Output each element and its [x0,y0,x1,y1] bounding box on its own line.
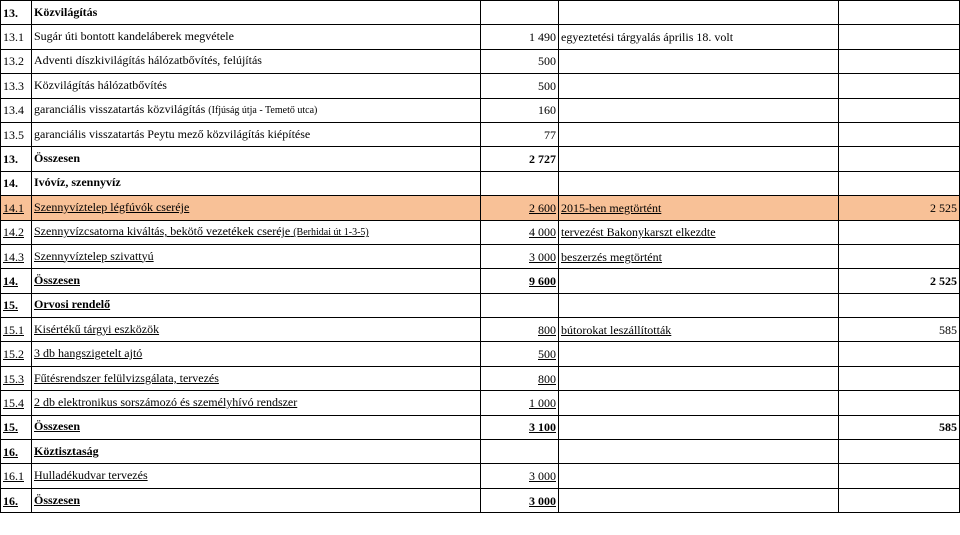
row-amount-spent [839,171,960,195]
row-amount-spent: 2 525 [839,196,960,220]
row-number: 13.4 [1,98,32,122]
row-status-note [559,391,839,415]
row-amount-spent [839,220,960,244]
row-status-note [559,440,839,464]
row-amount [481,440,559,464]
row-status-note [559,171,839,195]
row-status-note: bútorokat leszállították [559,318,839,342]
table-row [1,342,960,366]
row-description: Hulladékudvar tervezés [32,464,481,488]
row-number: 15.1 [1,318,32,342]
row-description: Adventi díszkivilágítás hálózatbővítés, felújítás [32,49,481,73]
table-row [1,464,960,488]
row-description-note: (Berhidai út 1-3-5) [293,227,369,239]
row-number: 13. [1,1,32,25]
row-number: 13. [1,147,32,171]
row-amount: 4 000 [481,220,559,244]
row-amount-spent: 585 [839,318,960,342]
row-description: Szennyvíztelep szivattyú [32,244,481,268]
row-amount-spent [839,464,960,488]
row-amount-spent [839,440,960,464]
row-number: 16.1 [1,464,32,488]
table-row [1,244,960,268]
row-amount-spent [839,49,960,73]
row-amount: 3 000 [481,244,559,268]
row-description: Sugár úti bontott kandeláberek megvétele [32,25,481,49]
row-status-note [559,98,839,122]
row-status-note [559,342,839,366]
table-row [1,147,960,171]
table-row [1,293,960,317]
row-description: 2 db elektronikus sorszámozó és személyhívó rendszer [32,391,481,415]
row-amount: 1 000 [481,391,559,415]
table-row [1,49,960,73]
row-amount [481,1,559,25]
row-amount-spent [839,98,960,122]
row-description: Összesen [32,269,481,293]
row-number: 14. [1,269,32,293]
row-amount-spent [839,244,960,268]
row-amount-spent [839,122,960,146]
row-description: Kisértékű tárgyi eszközök [32,318,481,342]
row-description: Szennyvízcsatorna kiváltás, bekötő vezetékek cseréje (Berhidai út 1-3-5) [32,220,481,244]
table-row [1,366,960,390]
row-amount-spent [839,488,960,512]
row-status-note: 2015-ben megtörtént [559,196,839,220]
row-amount-spent [839,366,960,390]
row-status-note [559,488,839,512]
row-amount: 3 100 [481,415,559,439]
row-description-note: (Ifjúság útja - Temető utca) [208,105,318,117]
row-status-note [559,122,839,146]
row-amount: 1 490 [481,25,559,49]
row-status-note [559,49,839,73]
row-number: 15. [1,293,32,317]
row-amount-spent [839,74,960,98]
row-amount-spent [839,147,960,171]
row-amount-spent [839,342,960,366]
row-amount-spent [839,25,960,49]
row-description: garanciális visszatartás Peytu mező közvilágítás kiépítése [32,122,481,146]
row-amount: 3 000 [481,464,559,488]
row-number: 13.2 [1,49,32,73]
row-status-note: tervezést Bakonykarszt elkezdte [559,220,839,244]
row-description: Közvilágítás [32,1,481,25]
table-row [1,415,960,439]
row-description: Közvilágítás hálózatbővítés [32,74,481,98]
table-row [1,98,960,122]
row-description: Összesen [32,488,481,512]
row-description: Köztisztaság [32,440,481,464]
table-row [1,25,960,49]
table-row [1,318,960,342]
table-row [1,488,960,512]
row-number: 15.4 [1,391,32,415]
row-amount [481,171,559,195]
row-amount-spent [839,391,960,415]
row-amount: 2 727 [481,147,559,171]
row-amount: 160 [481,98,559,122]
row-amount [481,293,559,317]
row-amount: 800 [481,318,559,342]
row-description: Szennyvíztelep légfúvók cseréje [32,196,481,220]
row-amount: 77 [481,122,559,146]
row-status-note [559,269,839,293]
row-amount-spent [839,1,960,25]
table-row [1,269,960,293]
row-status-note: beszerzés megtörtént [559,244,839,268]
row-number: 14.1 [1,196,32,220]
row-description: Orvosi rendelő [32,293,481,317]
row-description: Összesen [32,415,481,439]
row-amount-spent: 585 [839,415,960,439]
row-amount: 500 [481,342,559,366]
row-status-note [559,147,839,171]
row-number: 14. [1,171,32,195]
table-row [1,440,960,464]
table-row [1,220,960,244]
row-amount: 9 600 [481,269,559,293]
row-status-note [559,366,839,390]
row-number: 15.3 [1,366,32,390]
row-amount: 3 000 [481,488,559,512]
row-amount: 500 [481,74,559,98]
row-amount: 2 600 [481,196,559,220]
row-status-note [559,415,839,439]
table-row [1,196,960,220]
row-number: 14.2 [1,220,32,244]
table-row [1,74,960,98]
row-status-note: egyeztetési tárgyalás április 18. volt [559,25,839,49]
row-description: Ivóvíz, szennyvíz [32,171,481,195]
row-number: 13.1 [1,25,32,49]
row-status-note [559,293,839,317]
row-status-note [559,464,839,488]
row-number: 15.2 [1,342,32,366]
row-number: 13.3 [1,74,32,98]
row-description: Összesen [32,147,481,171]
row-number: 13.5 [1,122,32,146]
row-number: 15. [1,415,32,439]
row-amount-spent: 2 525 [839,269,960,293]
row-description: garanciális visszatartás közvilágítás (Ifjúság útja - Temető utca) [32,98,481,122]
table-row [1,122,960,146]
table-row [1,171,960,195]
row-description: Fűtésrendszer felülvizsgálata, tervezés [32,366,481,390]
row-status-note [559,74,839,98]
row-number: 16. [1,440,32,464]
table-row [1,1,960,25]
row-amount-spent [839,293,960,317]
row-number: 14.3 [1,244,32,268]
row-status-note [559,1,839,25]
row-amount: 500 [481,49,559,73]
row-amount: 800 [481,366,559,390]
table-row [1,391,960,415]
row-number: 16. [1,488,32,512]
row-description: 3 db hangszigetelt ajtó [32,342,481,366]
